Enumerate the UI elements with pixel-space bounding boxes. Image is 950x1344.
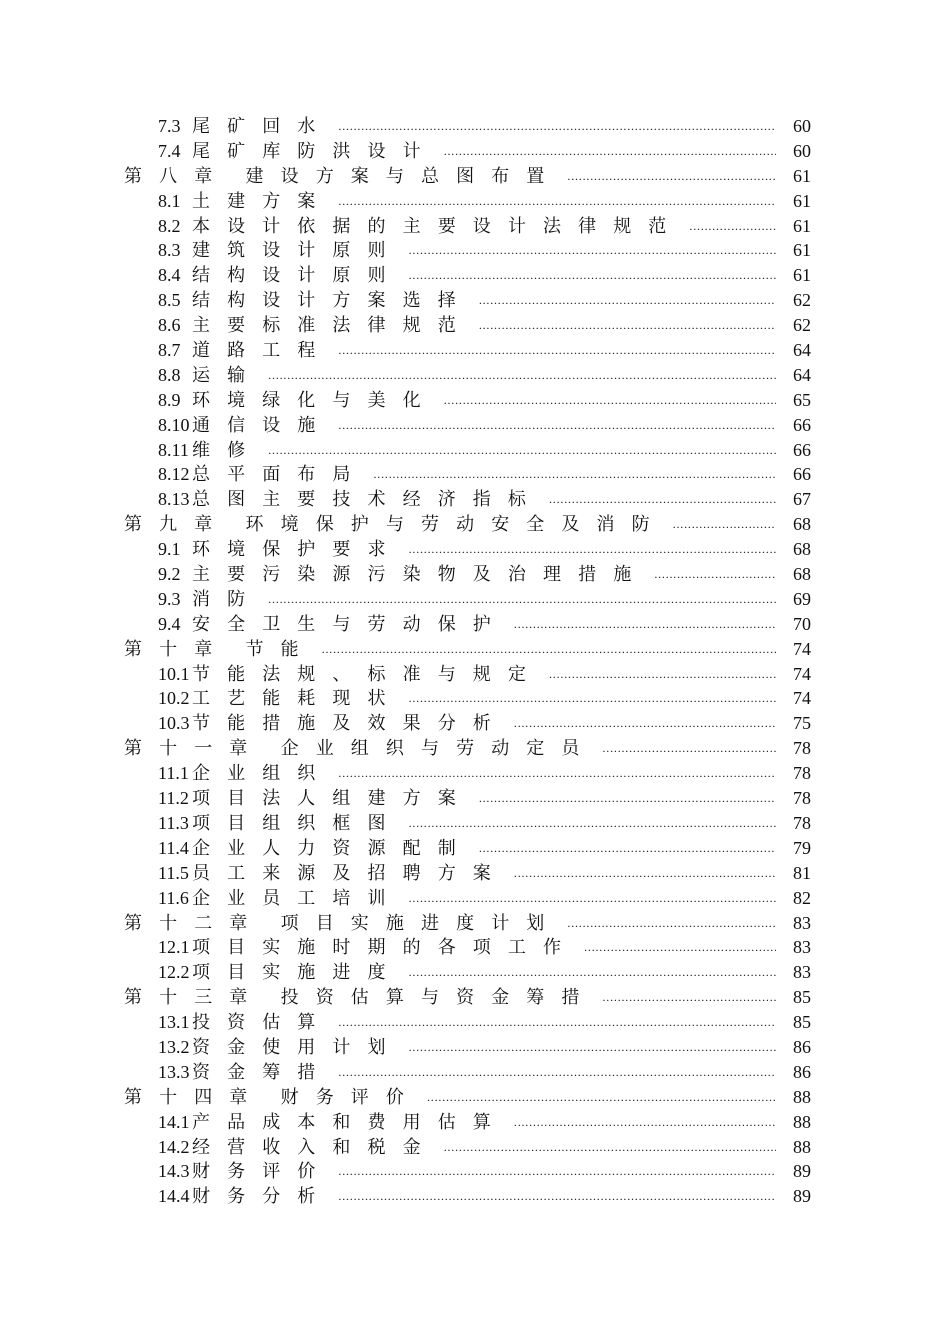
toc-entry-title: 节能 <box>245 638 316 659</box>
toc-section-row[interactable] <box>0 1110 950 1135</box>
toc-chapter-row[interactable] <box>0 637 950 662</box>
toc-section-row[interactable] <box>0 612 950 637</box>
toc-dot-leader <box>567 164 776 189</box>
toc-dot-leader <box>479 313 776 338</box>
toc-section-row[interactable] <box>0 1135 950 1160</box>
toc-entry-number: 11.2 <box>158 788 189 809</box>
toc-entry-title: 环境保护与劳动安全及消防 <box>245 514 667 535</box>
toc-dot-leader <box>444 388 776 413</box>
toc-dot-leader <box>338 1060 776 1085</box>
toc-entry-number: 第十二章 <box>124 912 265 933</box>
toc-dot-leader <box>514 612 776 637</box>
toc-entry-heading <box>158 363 262 388</box>
toc-entry-number: 第十三章 <box>124 987 265 1008</box>
toc-dot-leader <box>338 114 776 139</box>
toc-entry-number: 13.3 <box>158 1061 190 1082</box>
toc-entry-title: 投资估算与资金筹措 <box>280 987 597 1008</box>
toc-section-row[interactable] <box>0 413 950 438</box>
toc-entry-title: 本设计依据的主要设计法律规范 <box>192 215 684 236</box>
toc-dot-leader <box>673 512 776 537</box>
toc-dot-leader <box>338 1184 776 1209</box>
toc-page-number: 61 <box>793 190 811 211</box>
toc-entry-title: 节能法规、标准与规定 <box>192 663 543 684</box>
toc-section-row[interactable] <box>0 214 950 239</box>
toc-dot-leader <box>409 537 776 562</box>
toc-entry-title: 员工来源及招聘方案 <box>192 862 508 883</box>
toc-entry-number: 9.4 <box>158 613 181 634</box>
toc-entry-title: 企业员工培训 <box>192 887 403 908</box>
toc-entry-number: 8.11 <box>158 439 189 460</box>
toc-section-row[interactable] <box>0 487 950 512</box>
toc-entry-title: 土建方案 <box>192 190 333 211</box>
toc-dot-leader <box>322 637 776 662</box>
toc-entry-number: 11.5 <box>158 862 189 883</box>
toc-entry-heading <box>158 438 262 463</box>
toc-dot-leader <box>268 587 776 612</box>
toc-dot-leader <box>338 1159 776 1184</box>
toc-entry-heading <box>158 786 473 811</box>
toc-chapter-row[interactable] <box>0 512 950 537</box>
toc-entry-title: 资金使用计划 <box>192 1036 403 1057</box>
toc-entry-heading <box>158 139 438 164</box>
toc-entry-heading <box>158 587 262 612</box>
toc-page-number: 78 <box>793 812 811 833</box>
toc-entry-heading <box>158 189 332 214</box>
toc-entry-heading <box>158 686 403 711</box>
toc-page-number: 78 <box>793 788 811 809</box>
toc-page-number: 88 <box>793 1136 811 1157</box>
toc-page-number: 65 <box>793 389 811 410</box>
toc-dot-leader <box>514 711 776 736</box>
toc-section-row[interactable] <box>0 935 950 960</box>
toc-page-number: 68 <box>793 539 811 560</box>
toc-entry-title: 财务评价 <box>280 1086 421 1107</box>
toc-entry-number: 8.9 <box>158 389 181 410</box>
toc-entry-title: 产品成本和费用估算 <box>192 1111 508 1132</box>
toc-page-number: 60 <box>793 140 811 161</box>
toc-dot-leader <box>584 935 776 960</box>
toc-chapter-row[interactable] <box>0 164 950 189</box>
toc-entry-number: 11.4 <box>158 837 189 858</box>
toc-entry-number: 第八章 <box>124 165 230 186</box>
toc-section-row[interactable] <box>0 189 950 214</box>
toc-entry-number: 第十一章 <box>124 738 265 759</box>
toc-entry-number: 8.5 <box>158 290 181 311</box>
toc-page-number: 62 <box>793 290 811 311</box>
toc-entry-heading <box>158 462 368 487</box>
toc-chapter-row[interactable] <box>0 985 950 1010</box>
toc-entry-title: 工艺能耗现状 <box>192 688 403 709</box>
toc-entry-heading <box>158 1035 403 1060</box>
toc-dot-leader <box>444 139 776 164</box>
toc-page-number: 62 <box>793 315 811 336</box>
toc-section-row[interactable] <box>0 761 950 786</box>
toc-section-row[interactable] <box>0 363 950 388</box>
toc-page-number: 89 <box>793 1186 811 1207</box>
toc-entry-heading <box>158 935 578 960</box>
toc-dot-leader <box>409 238 776 263</box>
toc-entry-heading <box>158 811 403 836</box>
toc-entry-title: 结构设计原则 <box>192 265 403 286</box>
toc-entry-title: 财务分析 <box>192 1186 333 1207</box>
toc-entry-title: 运输 <box>192 364 263 385</box>
toc-entry-heading <box>158 114 332 139</box>
toc-page-number: 74 <box>793 688 811 709</box>
toc-entry-title: 结构设计方案选择 <box>192 290 473 311</box>
toc-section-row[interactable] <box>0 1035 950 1060</box>
toc-section-row[interactable] <box>0 662 950 687</box>
toc-entry-heading <box>158 562 648 587</box>
toc-section-row[interactable] <box>0 811 950 836</box>
toc-section-row[interactable] <box>0 263 950 288</box>
toc-entry-number: 11.6 <box>158 887 189 908</box>
toc-entry-number: 13.1 <box>158 1012 190 1033</box>
toc-entry-heading <box>158 388 438 413</box>
toc-entry-title: 消防 <box>192 588 263 609</box>
toc-entry-number: 8.6 <box>158 315 181 336</box>
toc-entry-number: 13.2 <box>158 1036 190 1057</box>
toc-page-number: 83 <box>793 912 811 933</box>
toc-entry-number: 8.8 <box>158 364 181 385</box>
toc-dot-leader <box>603 736 777 761</box>
toc-entry-heading <box>158 1135 438 1160</box>
toc-section-row[interactable] <box>0 537 950 562</box>
toc-page-number: 74 <box>793 663 811 684</box>
toc-section-row[interactable] <box>0 438 950 463</box>
toc-entry-title: 项目实施进度计划 <box>280 912 562 933</box>
toc-dot-leader <box>338 761 776 786</box>
toc-section-row[interactable] <box>0 388 950 413</box>
toc-entry-heading <box>158 214 683 239</box>
toc-page-number: 67 <box>793 489 811 510</box>
toc-section-row[interactable] <box>0 711 950 736</box>
toc-page-number: 74 <box>793 638 811 659</box>
toc-entry-number: 第十四章 <box>124 1086 265 1107</box>
toc-entry-title: 投资估算 <box>192 1012 333 1033</box>
toc-entry-title: 项目实施时期的各项工作 <box>192 937 579 958</box>
toc-dot-leader <box>654 562 776 587</box>
toc-page-number: 83 <box>793 962 811 983</box>
toc-section-row[interactable] <box>0 338 950 363</box>
toc-page-number: 61 <box>793 265 811 286</box>
toc-entry-number: 8.10 <box>158 414 190 435</box>
toc-entry-heading <box>158 1060 332 1085</box>
toc-chapter-row[interactable] <box>0 736 950 761</box>
toc-page-number: 83 <box>793 937 811 958</box>
toc-section-row[interactable] <box>0 114 950 139</box>
toc-page-number: 68 <box>793 564 811 585</box>
toc-entry-number: 11.3 <box>158 812 189 833</box>
toc-dot-leader <box>514 1110 776 1135</box>
toc-dot-leader <box>409 886 776 911</box>
toc-entry-heading <box>158 537 403 562</box>
toc-entry-number: 8.7 <box>158 340 181 361</box>
toc-dot-leader <box>409 811 776 836</box>
toc-chapter-row[interactable] <box>0 911 950 936</box>
toc-page-number: 61 <box>793 215 811 236</box>
toc-entry-heading <box>158 886 403 911</box>
toc-entry-title: 企业人力资源配制 <box>192 837 473 858</box>
toc-entry-number: 9.1 <box>158 539 181 560</box>
toc-page-number: 81 <box>793 862 811 883</box>
toc-entry-heading <box>158 487 543 512</box>
toc-entry-number: 7.4 <box>158 140 181 161</box>
toc-entry-heading <box>124 911 561 936</box>
toc-entry-number: 9.3 <box>158 588 181 609</box>
toc-entry-title: 环境保护要求 <box>192 539 403 560</box>
toc-dot-leader <box>338 413 776 438</box>
toc-dot-leader <box>268 363 776 388</box>
toc-entry-title: 环境绿化与美化 <box>192 389 438 410</box>
toc-entry-title: 企业组织 <box>192 763 333 784</box>
toc-entry-heading <box>124 1085 421 1110</box>
toc-entry-title: 建设方案与总图布置 <box>245 165 562 186</box>
toc-dot-leader <box>567 911 776 936</box>
toc-entry-number: 第十章 <box>124 638 230 659</box>
toc-section-row[interactable] <box>0 313 950 338</box>
toc-dot-leader <box>409 263 776 288</box>
toc-entry-number: 12.1 <box>158 937 190 958</box>
toc-page-number: 86 <box>793 1036 811 1057</box>
toc-dot-leader <box>409 686 776 711</box>
toc-page-number: 70 <box>793 613 811 634</box>
toc-entry-heading <box>124 985 597 1010</box>
toc-dot-leader <box>338 1010 776 1035</box>
toc-entry-heading <box>158 413 332 438</box>
toc-entry-title: 主要标准法律规范 <box>192 315 473 336</box>
toc-page-number: 64 <box>793 340 811 361</box>
toc-entry-heading <box>158 960 403 985</box>
toc-section-row[interactable] <box>0 288 950 313</box>
toc-entry-number: 8.3 <box>158 240 181 261</box>
toc-entry-heading <box>158 338 332 363</box>
toc-section-row[interactable] <box>0 786 950 811</box>
toc-entry-heading <box>158 288 473 313</box>
toc-entry-title: 项目组织框图 <box>192 812 403 833</box>
toc-dot-leader <box>479 786 776 811</box>
toc-entry-heading <box>158 711 508 736</box>
toc-entry-heading <box>158 1010 332 1035</box>
table-of-contents <box>0 114 950 1209</box>
toc-entry-heading <box>124 164 561 189</box>
toc-entry-title: 经营收入和税金 <box>192 1136 438 1157</box>
toc-section-row[interactable] <box>0 1184 950 1209</box>
toc-entry-number: 8.13 <box>158 489 190 510</box>
toc-entry-title: 通信设施 <box>192 414 333 435</box>
toc-entry-title: 维修 <box>192 439 263 460</box>
toc-dot-leader <box>409 960 776 985</box>
toc-dot-leader <box>268 438 776 463</box>
toc-entry-number: 12.2 <box>158 962 190 983</box>
toc-dot-leader <box>338 338 776 363</box>
toc-entry-heading <box>158 861 508 886</box>
toc-entry-heading <box>158 1110 508 1135</box>
toc-entry-title: 资金筹措 <box>192 1061 333 1082</box>
toc-entry-number: 9.2 <box>158 564 181 585</box>
toc-dot-leader <box>409 1035 776 1060</box>
toc-entry-title: 尾矿回水 <box>192 116 333 136</box>
toc-entry-number: 8.4 <box>158 265 181 286</box>
toc-entry-number: 8.12 <box>158 464 190 485</box>
toc-entry-number: 10.2 <box>158 688 190 709</box>
toc-entry-heading <box>158 836 473 861</box>
toc-entry-number: 7.3 <box>158 116 181 136</box>
toc-entry-heading <box>158 761 332 786</box>
toc-page-number: 61 <box>793 165 811 186</box>
toc-entry-title: 道路工程 <box>192 340 333 361</box>
toc-entry-title: 节能措施及效果分析 <box>192 713 508 734</box>
toc-entry-number: 14.2 <box>158 1136 190 1157</box>
toc-page-number: 85 <box>793 1012 811 1033</box>
toc-entry-title: 项目法人组建方案 <box>192 788 473 809</box>
toc-entry-title: 安全卫生与劳动保护 <box>192 613 508 634</box>
toc-page-number: 69 <box>793 588 811 609</box>
toc-entry-number: 8.2 <box>158 215 181 236</box>
toc-page-number: 61 <box>793 240 811 261</box>
toc-entry-title: 总图主要技术经济指标 <box>192 489 543 510</box>
toc-dot-leader <box>549 662 776 687</box>
toc-dot-leader <box>338 189 776 214</box>
toc-section-row[interactable] <box>0 238 950 263</box>
toc-section-row[interactable] <box>0 861 950 886</box>
toc-section-row[interactable] <box>0 562 950 587</box>
toc-section-row[interactable] <box>0 886 950 911</box>
toc-dot-leader <box>514 861 776 886</box>
toc-entry-heading <box>158 612 508 637</box>
toc-section-row[interactable] <box>0 462 950 487</box>
toc-page-number: 88 <box>793 1111 811 1132</box>
toc-entry-number: 10.1 <box>158 663 190 684</box>
toc-page-number: 85 <box>793 987 811 1008</box>
toc-section-row[interactable] <box>0 1159 950 1184</box>
toc-dot-leader <box>603 985 777 1010</box>
toc-entry-number: 第九章 <box>124 514 230 535</box>
toc-entry-number: 14.3 <box>158 1161 190 1182</box>
toc-entry-number: 11.1 <box>158 763 189 784</box>
toc-page-number: 60 <box>793 116 811 136</box>
toc-page-number: 86 <box>793 1061 811 1082</box>
toc-entry-number: 8.1 <box>158 190 181 211</box>
toc-entry-title: 财务评价 <box>192 1161 333 1182</box>
toc-entry-heading <box>158 238 403 263</box>
toc-entry-heading <box>158 1184 332 1209</box>
toc-section-row[interactable] <box>0 587 950 612</box>
toc-page-number: 78 <box>793 763 811 784</box>
toc-page-number: 78 <box>793 738 811 759</box>
toc-entry-heading <box>124 637 316 662</box>
toc-entry-title: 总平面布局 <box>192 464 368 485</box>
toc-dot-leader <box>479 288 776 313</box>
toc-section-row[interactable] <box>0 1010 950 1035</box>
toc-page-number: 79 <box>793 837 811 858</box>
toc-entry-title: 建筑设计原则 <box>192 240 403 261</box>
toc-chapter-row[interactable] <box>0 1085 950 1110</box>
toc-dot-leader <box>444 1135 776 1160</box>
toc-section-row[interactable] <box>0 139 950 164</box>
toc-page-number: 68 <box>793 514 811 535</box>
toc-section-row[interactable] <box>0 836 950 861</box>
toc-entry-heading <box>158 662 543 687</box>
toc-entry-number: 10.3 <box>158 713 190 734</box>
toc-entry-title: 项目实施进度 <box>192 962 403 983</box>
toc-entry-heading <box>158 1159 332 1184</box>
toc-dot-leader <box>479 836 776 861</box>
toc-page-number: 66 <box>793 464 811 485</box>
toc-dot-leader <box>427 1085 776 1110</box>
toc-page-number: 89 <box>793 1161 811 1182</box>
toc-section-row[interactable] <box>0 1060 950 1085</box>
toc-page-number: 66 <box>793 439 811 460</box>
toc-entry-title: 主要污染源污染物及治理措施 <box>192 564 649 585</box>
toc-dot-leader <box>374 462 777 487</box>
toc-entry-heading <box>158 313 473 338</box>
toc-page-number: 75 <box>793 713 811 734</box>
toc-page-number: 88 <box>793 1086 811 1107</box>
toc-dot-leader <box>549 487 776 512</box>
toc-entry-heading <box>124 512 667 537</box>
toc-entry-title: 企业组织与劳动定员 <box>280 738 597 759</box>
toc-page-number: 64 <box>793 364 811 385</box>
toc-dot-leader <box>689 214 776 239</box>
toc-section-row[interactable] <box>0 686 950 711</box>
toc-entry-number: 14.1 <box>158 1111 190 1132</box>
toc-page-number: 66 <box>793 414 811 435</box>
toc-entry-heading <box>158 263 403 288</box>
toc-entry-title: 尾矿库防洪设计 <box>192 140 438 161</box>
toc-section-row[interactable] <box>0 960 950 985</box>
toc-page-number: 82 <box>793 887 811 908</box>
toc-entry-heading <box>124 736 597 761</box>
toc-entry-number: 14.4 <box>158 1186 190 1207</box>
